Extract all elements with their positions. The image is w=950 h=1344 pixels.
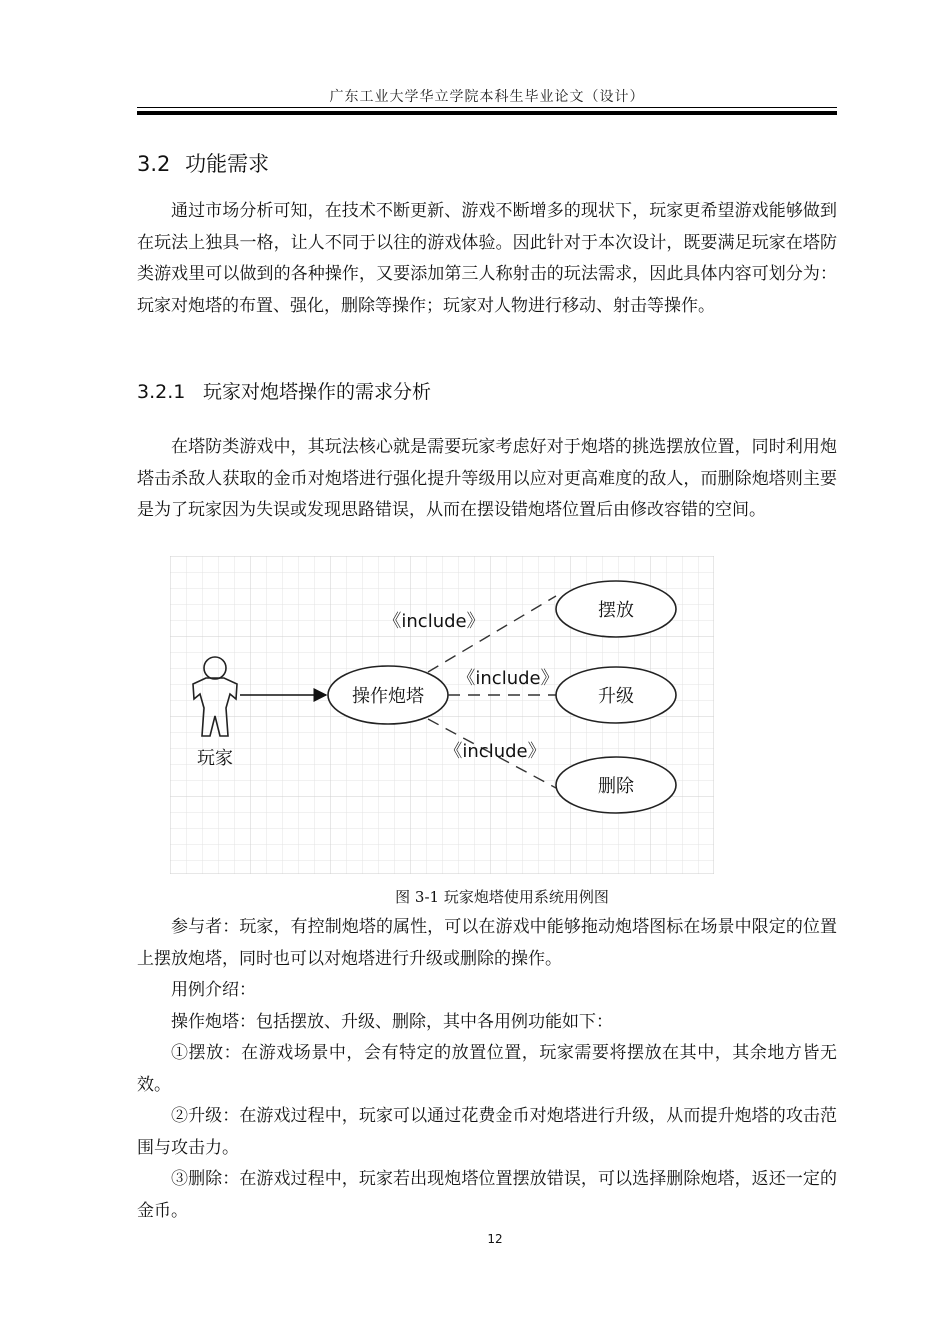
section-number: 3.2 <box>137 152 171 176</box>
page-number: 12 <box>487 1232 503 1246</box>
participant-paragraph: 参与者：玩家，有控制炮塔的属性，可以在游戏中能够拖动炮塔图标在场景中限定的位置上摆放炮塔，同时也可以对炮塔进行升级或删除的操作。 <box>137 917 837 969</box>
operate-turret-paragraph: 操作炮塔：包括摆放、升级、删除，其中各用例功能如下： <box>171 1011 613 1032</box>
place-paragraph: ①摆放：在游戏场景中，会有特定的放置位置，玩家需要将摆放在其中，其余地方皆无效。 <box>137 1043 837 1095</box>
include-label-delete: 《include》 <box>444 741 546 762</box>
intro-paragraph: 通过市场分析可知，在技术不断更新、游戏不断增多的现状下，玩家更希望游戏能够做到在玩法上独具一格，让人不同于以往的游戏体验。因此针对于本次设计，既要满足玩家在塔防类游戏里可以做到的各种操作，又要添加第三人称射击的玩法需求，因此具体内容可划分为：玩家对炮塔的布置、强化，删除等操作；玩家对人物进行移动、射击等操作。 <box>137 201 837 316</box>
main-usecase-label: 操作炮塔 <box>352 686 424 707</box>
actor-label: 玩家 <box>197 748 233 769</box>
running-header: 广东工业大学华立学院本科生毕业论文（设计） <box>329 89 645 105</box>
include-label-place: 《include》 <box>383 611 485 632</box>
subsection-title: 玩家对炮塔操作的需求分析 <box>203 381 432 403</box>
header-rule-thick <box>137 111 837 115</box>
usecase-intro-paragraph: 用例介绍： <box>171 980 256 1000</box>
include-label-upgrade: 《include》 <box>457 668 559 689</box>
section-heading <box>137 148 269 178</box>
use-case-diagram <box>170 556 714 874</box>
usecase-upgrade-label: 升级 <box>598 686 634 707</box>
figure-caption: 图 3-1 玩家炮塔使用系统用例图 <box>395 888 609 906</box>
usecase-place-label: 摆放 <box>598 600 634 621</box>
subsection-number: 3.2.1 <box>137 381 186 403</box>
delete-paragraph: ③删除：在游戏过程中，玩家若出现炮塔位置摆放错误，可以选择删除炮塔，返还一定的金币。 <box>137 1169 837 1221</box>
subsection-paragraph: 在塔防类游戏中，其玩法核心就是需要玩家考虑好对于炮塔的挑选摆放位置，同时利用炮塔击杀敌人获取的金币对炮塔进行强化提升等级用以应对更高难度的敌人，而删除炮塔则主要是为了玩家因为失误或发现思路错误，从而在摆设错炮塔位置后由修改容错的空间。 <box>137 437 837 520</box>
body-text <box>137 912 837 1227</box>
subsection-heading <box>137 377 431 404</box>
upgrade-paragraph: ②升级：在游戏过程中，玩家可以通过花费金币对炮塔进行升级，从而提升炮塔的攻击范围与攻击力。 <box>137 1106 837 1158</box>
usecase-delete-label: 删除 <box>598 776 634 797</box>
section-title: 功能需求 <box>185 152 270 176</box>
header-rule-thin <box>137 107 837 108</box>
